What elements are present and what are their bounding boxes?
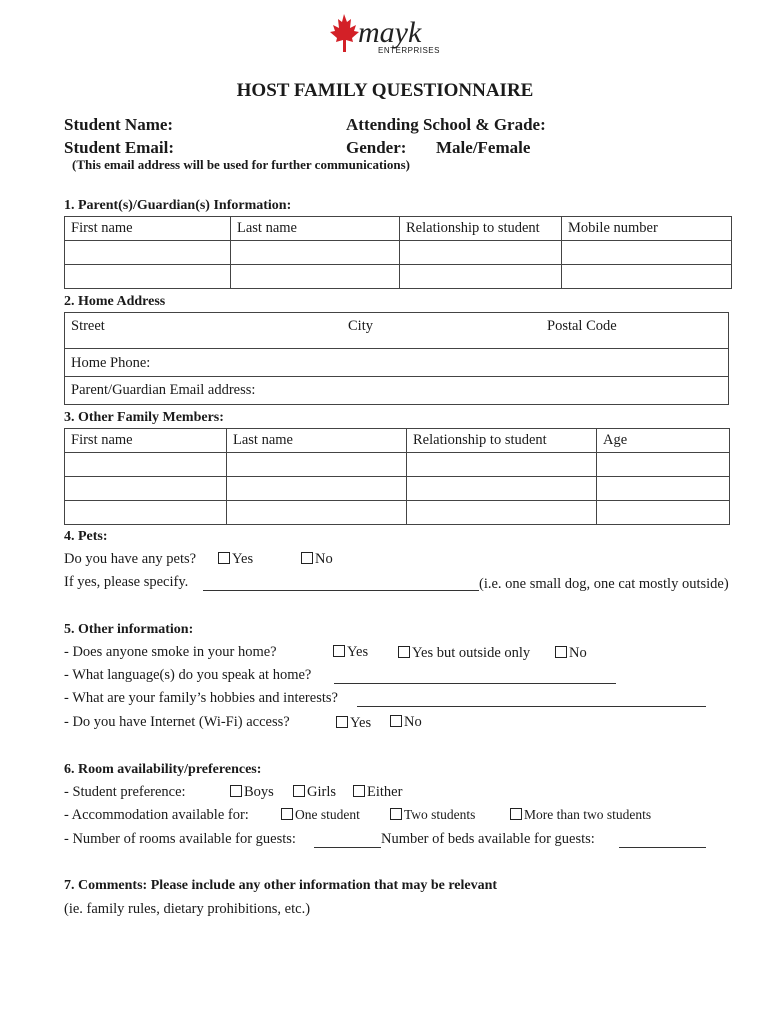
checkbox-icon[interactable] [230, 785, 242, 797]
table-cell[interactable] [407, 477, 597, 501]
two-students-option[interactable] [390, 807, 475, 823]
rooms-answer-line[interactable] [314, 847, 381, 848]
table-row[interactable] [65, 501, 730, 525]
table-cell[interactable] [65, 453, 227, 477]
logo-wordmark: mayk [358, 16, 422, 49]
boys-label: Boys [244, 784, 274, 800]
table-cell[interactable] [227, 453, 407, 477]
section5-title: 5. Other information: [64, 622, 194, 637]
internet-no-option[interactable] [390, 714, 422, 731]
table-row[interactable] [65, 241, 732, 265]
checkbox-icon[interactable] [398, 646, 410, 658]
section4-title: 4. Pets: [64, 529, 108, 544]
table-cell[interactable] [65, 265, 231, 289]
boys-option[interactable] [230, 784, 274, 801]
one-student-option[interactable] [281, 807, 360, 823]
street-field[interactable]: Street [71, 318, 105, 334]
pets-yes-option[interactable] [218, 551, 253, 568]
internet-yes-option[interactable] [336, 715, 371, 732]
beds-answer-line[interactable] [619, 847, 706, 848]
internet-yes-label: Yes [350, 715, 372, 731]
table-cell[interactable] [231, 241, 400, 265]
table-header-row [65, 217, 732, 241]
table-cell[interactable] [562, 241, 732, 265]
smoke-question: - Does anyone smoke in your home? [64, 644, 277, 660]
checkbox-icon[interactable] [390, 808, 402, 820]
student-name-label: Student Name: [64, 115, 174, 134]
col-age: Age [597, 429, 730, 453]
email-note: (This email address will be used for further communications) [72, 157, 411, 172]
more-students-option[interactable] [510, 807, 651, 823]
smoke-no-label: No [569, 645, 587, 661]
table-cell[interactable] [400, 241, 562, 265]
either-option[interactable] [353, 784, 402, 801]
checkbox-icon[interactable] [293, 785, 305, 797]
rooms-question: - Number of rooms available for guests: [64, 831, 296, 847]
checkbox-icon[interactable] [390, 715, 402, 727]
section2-title: 2. Home Address [64, 294, 166, 309]
internet-question: - Do you have Internet (Wi-Fi) access? [64, 714, 290, 730]
col-last-name: Last name [231, 217, 400, 241]
section7-title: 7. Comments: Please include any other information that may be relevant [64, 878, 498, 893]
comments-area[interactable] [64, 925, 729, 1005]
checkbox-icon[interactable] [333, 645, 345, 657]
pets-specify-label: If yes, please specify. [64, 574, 189, 590]
more-students-label: More than two students [524, 807, 652, 822]
parents-table [64, 216, 732, 289]
pets-no-label: No [315, 551, 333, 567]
table-cell[interactable] [65, 241, 231, 265]
section3-title: 3. Other Family Members: [64, 410, 224, 425]
table-cell[interactable] [597, 477, 730, 501]
language-answer-line[interactable] [334, 683, 616, 684]
col-first-name: First name [65, 217, 231, 241]
col-last-name: Last name [227, 429, 407, 453]
pets-yes-label: Yes [232, 551, 254, 567]
pets-no-option[interactable] [301, 551, 333, 568]
home-phone-field[interactable]: Home Phone: [71, 355, 151, 371]
beds-question: Number of beds available for guests: [381, 831, 595, 847]
table-cell[interactable] [227, 477, 407, 501]
either-label: Either [367, 784, 403, 800]
table-cell[interactable] [400, 265, 562, 289]
table-cell[interactable] [227, 501, 407, 525]
section1-title: 1. Parent(s)/Guardian(s) Information: [64, 198, 292, 213]
table-cell[interactable] [407, 501, 597, 525]
comments-note: (ie. family rules, dietary prohibitions, etc.) [64, 901, 311, 917]
hobbies-answer-line[interactable] [357, 706, 706, 707]
smoke-outside-label: Yes but outside only [412, 645, 531, 661]
smoke-outside-option[interactable] [398, 645, 530, 662]
table-header-row [65, 429, 730, 453]
col-relationship: Relationship to student [400, 217, 562, 241]
one-student-label: One student [295, 807, 360, 822]
table-cell[interactable] [65, 501, 227, 525]
gender-options: Male/Female [436, 138, 531, 157]
postal-code-field[interactable]: Postal Code [547, 318, 617, 334]
girls-option[interactable] [293, 784, 336, 801]
language-question: - What language(s) do you speak at home? [64, 667, 312, 683]
pets-example: (i.e. one small dog, one cat mostly outside) [479, 576, 729, 592]
checkbox-icon[interactable] [301, 552, 313, 564]
table-row[interactable] [65, 453, 730, 477]
internet-no-label: No [404, 714, 422, 730]
table-cell[interactable] [65, 477, 227, 501]
accommodation-question: - Accommodation available for: [64, 807, 249, 823]
checkbox-icon[interactable] [281, 808, 293, 820]
smoke-yes-option[interactable] [333, 644, 368, 661]
table-row[interactable] [65, 477, 730, 501]
two-students-label: Two students [404, 807, 476, 822]
guardian-email-field[interactable]: Parent/Guardian Email address: [71, 382, 256, 398]
smoke-yes-label: Yes [347, 644, 369, 660]
smoke-no-option[interactable] [555, 645, 587, 662]
page-title: HOST FAMILY QUESTIONNAIRE [236, 80, 534, 101]
table-cell[interactable] [231, 265, 400, 289]
table-row[interactable] [65, 265, 732, 289]
pets-specify-line[interactable] [203, 590, 479, 591]
table-cell[interactable] [597, 501, 730, 525]
girls-label: Girls [307, 784, 336, 800]
city-field[interactable]: City [348, 318, 373, 334]
student-email-label: Student Email: [64, 138, 175, 157]
gender-label: Gender: [346, 138, 407, 157]
col-first-name: First name [65, 429, 227, 453]
checkbox-icon[interactable] [353, 785, 365, 797]
attending-school-label: Attending School & Grade: [346, 115, 546, 134]
checkbox-icon[interactable] [555, 646, 567, 658]
preference-question: - Student preference: [64, 784, 186, 800]
company-logo [322, 8, 440, 60]
table-cell[interactable] [407, 453, 597, 477]
table-cell[interactable] [562, 265, 732, 289]
family-members-table [64, 428, 730, 525]
hobbies-question: - What are your family’s hobbies and interests? [64, 690, 338, 706]
section6-title: 6. Room availability/preferences: [64, 762, 262, 777]
checkbox-icon[interactable] [510, 808, 522, 820]
col-relationship: Relationship to student [407, 429, 597, 453]
col-mobile: Mobile number [562, 217, 732, 241]
pets-question: Do you have any pets? [64, 551, 197, 567]
checkbox-icon[interactable] [336, 716, 348, 728]
table-cell[interactable] [597, 453, 730, 477]
logo-subtitle: ENTERPRISES [378, 46, 440, 55]
home-address-box [64, 312, 729, 405]
checkbox-icon[interactable] [218, 552, 230, 564]
